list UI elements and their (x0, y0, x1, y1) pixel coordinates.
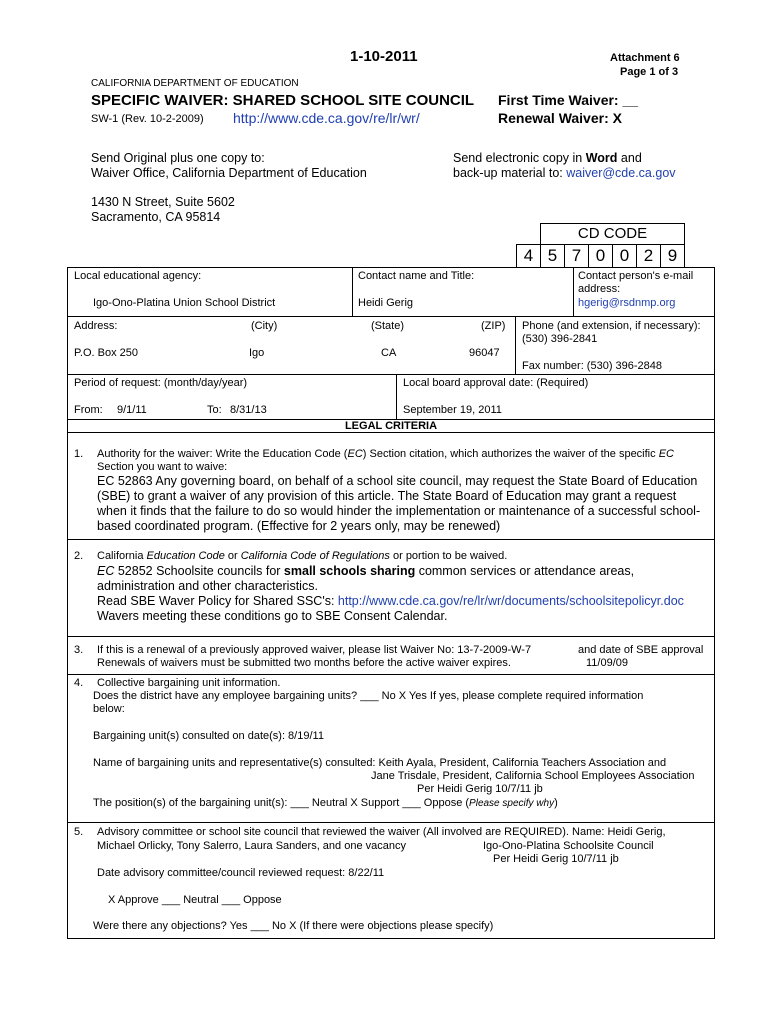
cd-code-digit: 9 (660, 244, 685, 268)
item3-approval-date: 11/09/09 (586, 657, 629, 669)
fax-number: Fax number: (530) 396-2848 (522, 360, 663, 372)
item3-approval-label: and date of SBE approval (578, 644, 704, 656)
first-time-waiver: First Time Waiver: __ (498, 92, 639, 108)
legal-criteria-heading: LEGAL CRITERIA (344, 420, 438, 432)
address-value: P.O. Box 250 (74, 347, 139, 359)
mailing-address-2: Sacramento, CA 95814 (91, 210, 221, 224)
item4-number: 4. (74, 677, 84, 689)
cd-code-digit: 7 (564, 244, 589, 268)
table-top-border (67, 267, 715, 268)
item2-heading: California Education Code or California Code of Regulations or portion to be waived. (97, 550, 508, 562)
attachment-label: Attachment 6 (610, 52, 680, 64)
item1-heading-line2: Section you want to waive: (97, 461, 228, 473)
city-value: Igo (249, 347, 265, 359)
item2-line3: Read SBE Waver Policy for Shared SSC's: http://www.cde.ca.gov/re/lr/wr/documents/schoolsitepolicyr.doc (97, 594, 684, 608)
contact-email-value[interactable]: hgerig@rsdnmp.org (578, 297, 676, 309)
item5-line1: Advisory committee or school site council that reviewed the waiver (All involved are REQUIRED). Name: Heidi Gerig, (97, 826, 666, 838)
row-separator (67, 316, 715, 317)
item2-line2: administration and other characteristics. (97, 579, 318, 593)
row-separator (67, 636, 715, 637)
item1-number: 1. (74, 448, 84, 460)
advisory-review-date: Date advisory committee/council reviewed request: 8/22/11 (97, 867, 385, 879)
mailing-address-1: 1430 N Street, Suite 5602 (91, 195, 235, 209)
item2-line1: EC 52852 Schoolsite councils for small schools sharing common services or attendance areas, (97, 564, 635, 578)
item5-note: Per Heidi Gerig 10/7/11 jb (493, 853, 619, 865)
bargaining-position: The position(s) of the bargaining unit(s): ___ Neutral X Support ___ Oppose (Please specify why) (93, 797, 558, 809)
cd-code-label: CD CODE (540, 223, 685, 244)
form-title: SPECIFIC WAIVER: SHARED SCHOOL SITE COUNCIL (91, 92, 475, 109)
bargaining-consulted-date: Bargaining unit(s) consulted on date(s): 8/19/11 (93, 730, 324, 742)
bargaining-units-line2: Jane Trisdale, President, California School Employees Association (371, 770, 695, 782)
item3-line2: Renewals of waivers must be submitted two months before the active waiver expires. (97, 657, 511, 669)
phone-value: (530) 396-2841 (522, 333, 598, 345)
cd-code-digit: 0 (612, 244, 637, 268)
column-divider (573, 267, 574, 316)
to-value: 8/31/13 (230, 404, 267, 416)
cd-code-digit: 2 (636, 244, 661, 268)
city-label: (City) (251, 320, 278, 332)
email-label-line1: Contact person's e-mail (578, 270, 694, 282)
row-separator (67, 539, 715, 540)
waiver-email-link[interactable]: waiver@cde.ca.gov (566, 166, 676, 180)
from-label: From: (74, 404, 103, 416)
item4-heading: Collective bargaining unit information. (97, 677, 281, 689)
lea-label: Local educational agency: (74, 270, 202, 282)
board-approval-value: September 19, 2011 (403, 404, 502, 416)
row-separator (67, 822, 715, 823)
row-separator (67, 432, 715, 433)
item1-body-line: EC 52863 Any governing board, on behalf of a school site council, may request the State Board of Education (97, 474, 698, 488)
cd-code-digit: 5 (540, 244, 565, 268)
document-date: 1-10-2011 (350, 48, 418, 65)
state-label: (State) (371, 320, 405, 332)
page-number: Page 1 of 3 (620, 66, 679, 78)
zip-value: 96047 (469, 347, 500, 359)
item1-body-line: based coordinated program. (Effective for 2 years only, may be renewed) (97, 519, 501, 533)
objections-line: Were there any objections? Yes ___ No X (If there were objections please specify) (93, 920, 494, 932)
state-value: CA (381, 347, 397, 359)
department-name: CALIFORNIA DEPARTMENT OF EDUCATION (91, 78, 299, 89)
zip-label: (ZIP) (481, 320, 506, 332)
item1-body-line: when it finds that the failure to do so would hinder the implementation or maintenance of a successful school- (97, 504, 701, 518)
to-label: To: (207, 404, 222, 416)
row-separator (67, 374, 715, 375)
board-approval-label: Local board approval date: (Required) (403, 377, 589, 389)
cd-code-digit: 4 (516, 244, 541, 268)
advisory-vote: X Approve ___ Neutral ___ Oppose (108, 894, 282, 906)
bargaining-units-line1: Name of bargaining units and representative(s) consulted: Keith Ayala, President, California Teachers Association and (93, 757, 667, 769)
item2-line4: Wavers meeting these conditions go to SBE Consent Calendar. (97, 609, 448, 623)
item1-body-line: (SBE) to grant a waiver of any provision of this article. The State Board of Education may grant a request (97, 489, 677, 503)
email-label-line2: address: (578, 283, 621, 295)
item3-number: 3. (74, 644, 84, 656)
item5-council-name: Igo-Ono-Platina Schoolsite Council (483, 840, 654, 852)
bargaining-units-note: Per Heidi Gerig 10/7/11 jb (417, 783, 543, 795)
send-original-line: Send Original plus one copy to: (91, 151, 265, 165)
table-right-border (714, 267, 715, 939)
send-electronic-line: Send electronic copy in Word and (453, 151, 642, 165)
from-value: 9/1/11 (117, 404, 147, 416)
item2-number: 2. (74, 550, 84, 562)
contact-label: Contact name and Title: (358, 270, 475, 282)
form-id: SW-1 (Rev. 10-2-2009) (91, 113, 204, 125)
row-separator (67, 674, 715, 675)
backup-material-line: back-up material to: waiver@cde.ca.gov (453, 166, 676, 180)
period-label: Period of request: (month/day/year) (74, 377, 248, 389)
item3-line1: If this is a renewal of a previously approved waiver, please list Waiver No: 13-7-2009-W-7 (97, 644, 532, 656)
column-divider (396, 374, 397, 419)
column-divider (515, 316, 516, 374)
renewal-waiver: Renewal Waiver: X (498, 110, 622, 126)
waiver-office-line: Waiver Office, California Department of Education (91, 166, 367, 180)
item4-question-line2: below: (93, 703, 125, 715)
item5-line2: Michael Orlicky, Tony Salerro, Laura Sanders, and one vacancy (97, 840, 406, 852)
table-bottom-border (67, 938, 715, 939)
item1-heading: Authority for the waiver: Write the Education Code (EC) Section citation, which authorizes the waiver of the specific EC (97, 448, 674, 460)
item5-number: 5. (74, 826, 84, 838)
sbe-policy-link[interactable]: http://www.cde.ca.gov/re/lr/wr/documents/schoolsitepolicyr.doc (337, 594, 684, 608)
phone-label: Phone (and extension, if necessary): (522, 320, 701, 332)
lea-value: Igo-Ono-Platina Union School District (93, 297, 276, 309)
table-left-border (67, 267, 68, 939)
address-label: Address: (74, 320, 118, 332)
cd-code-digit: 0 (588, 244, 613, 268)
contact-value: Heidi Gerig (358, 297, 414, 309)
cde-waiver-link[interactable]: http://www.cde.ca.gov/re/lr/wr/ (233, 110, 420, 126)
item4-question: Does the district have any employee bargaining units? ___ No X Yes If yes, please complete required information (93, 690, 644, 702)
column-divider (352, 267, 353, 316)
